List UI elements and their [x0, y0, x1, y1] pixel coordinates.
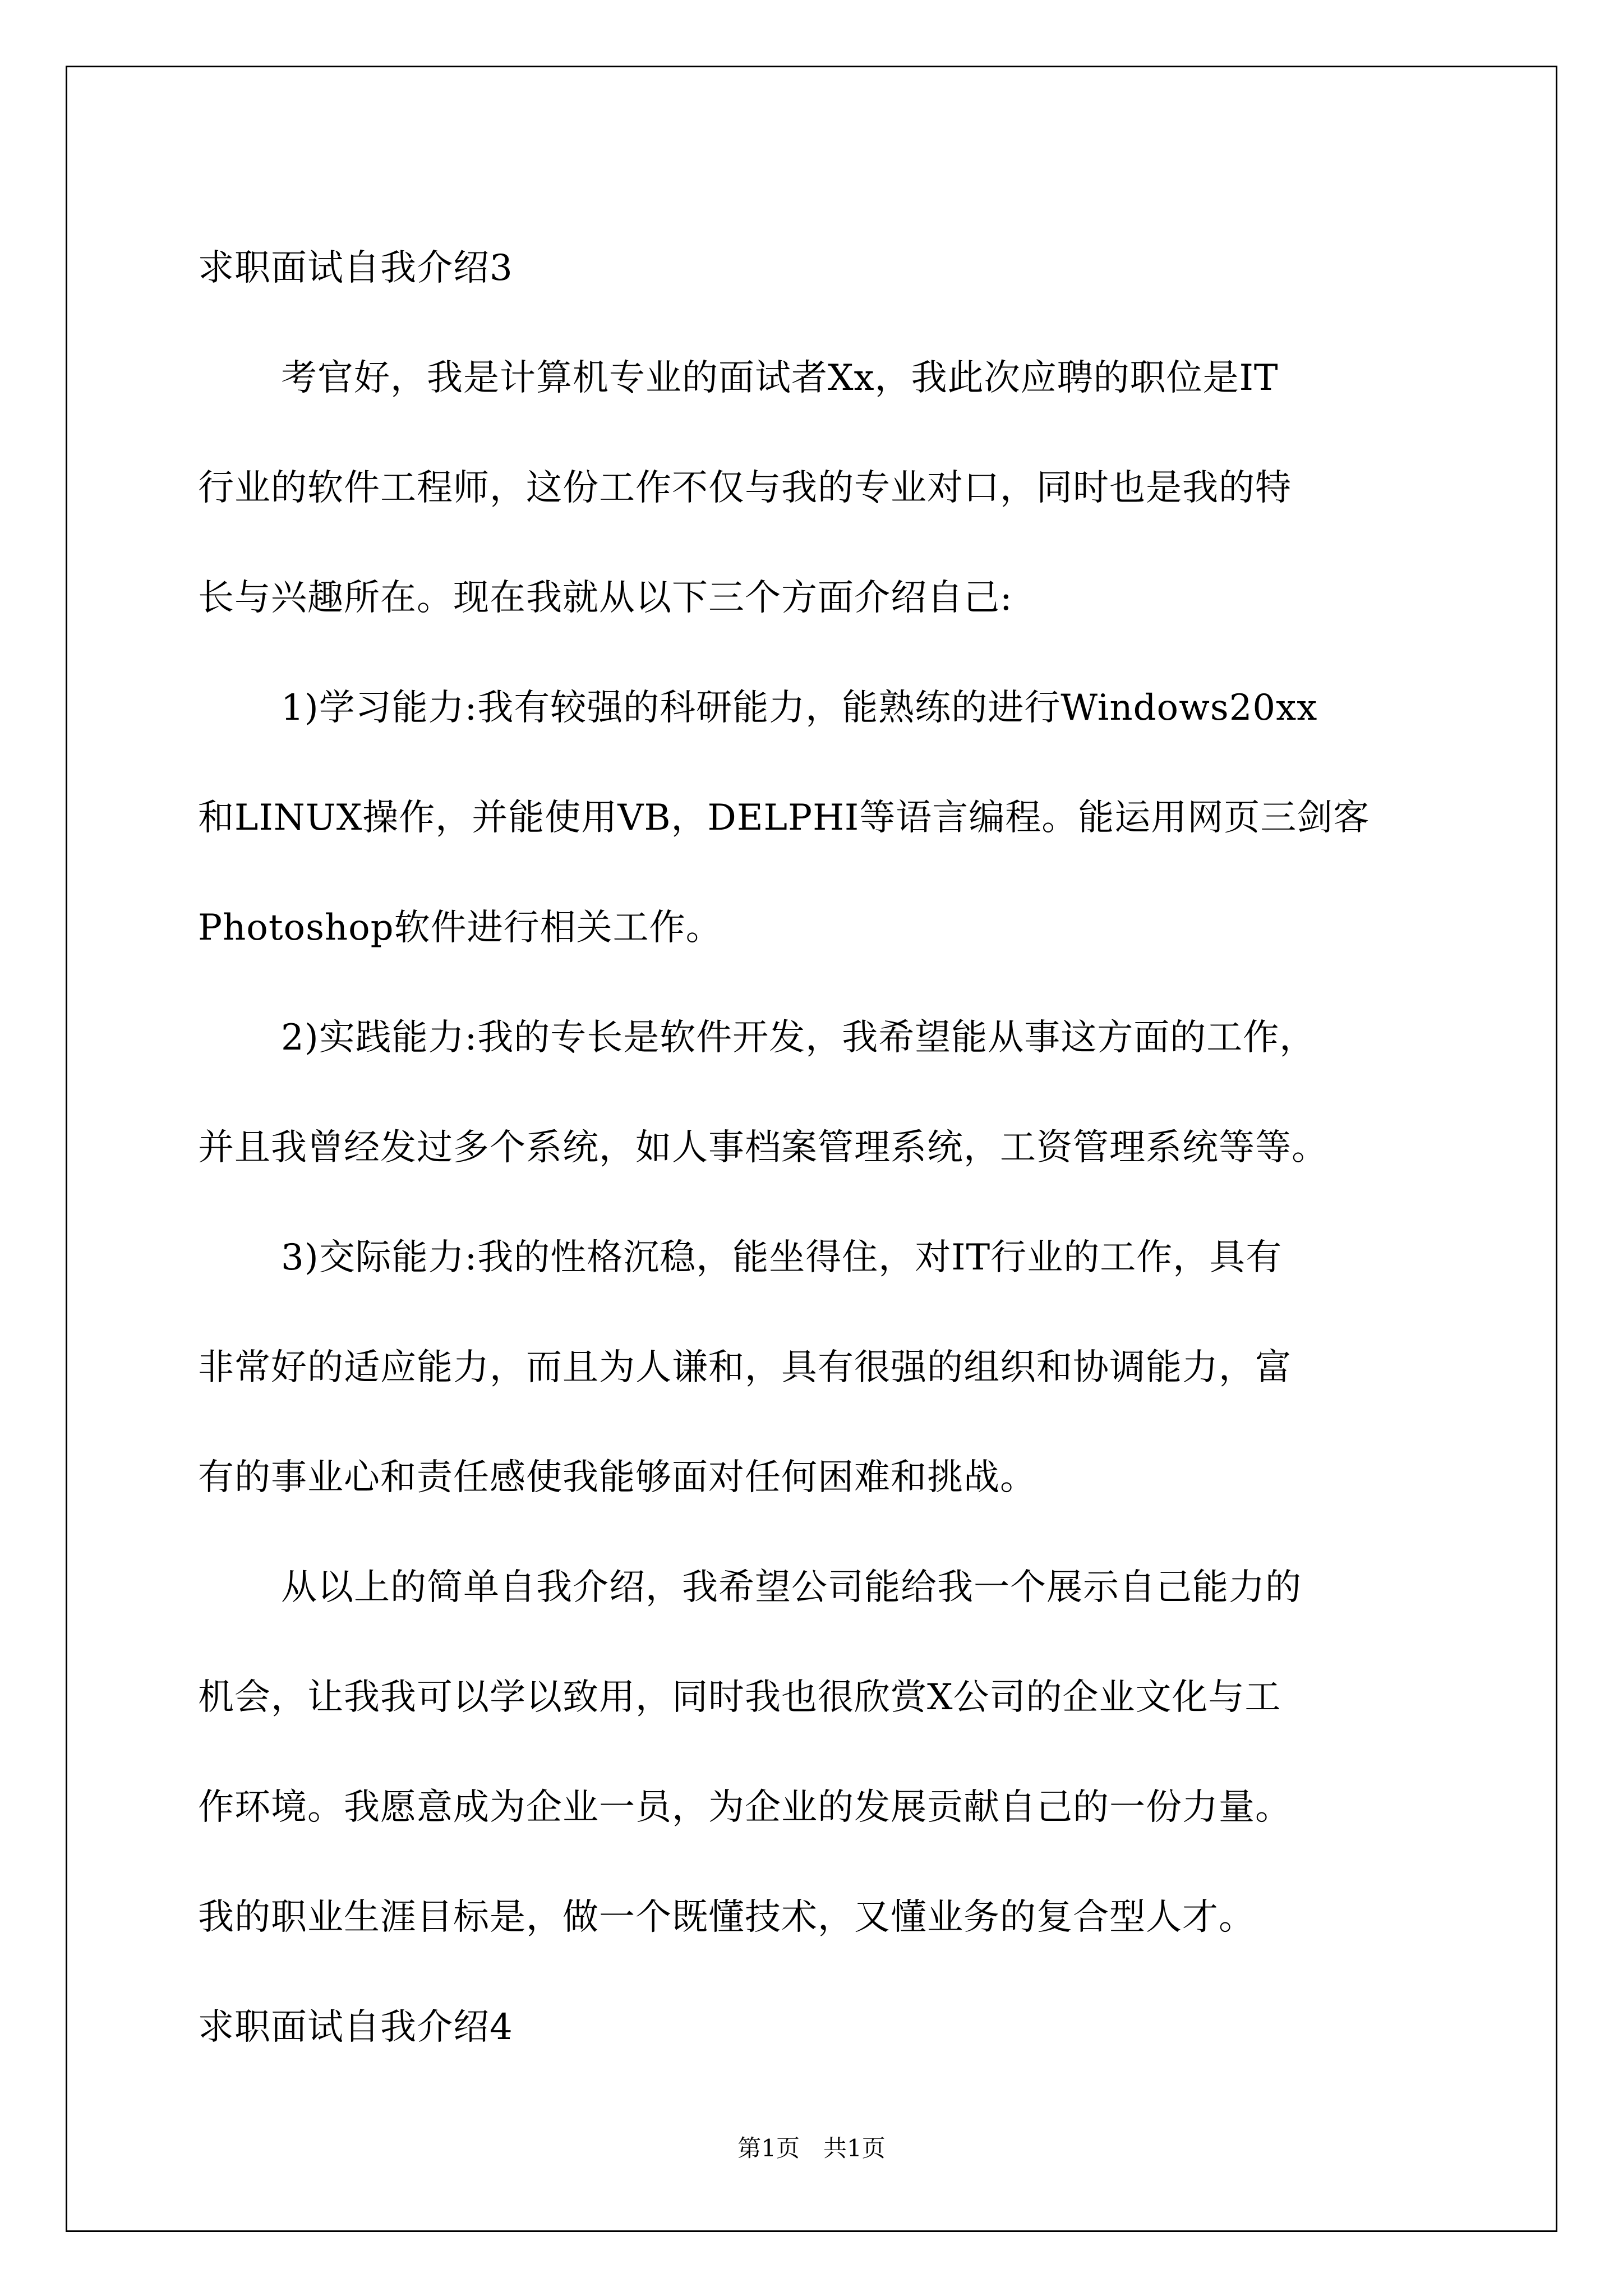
paragraph-line: 2)实践能力:我的专长是软件开发，我希望能从事这方面的工作，: [281, 1017, 1316, 1059]
paragraph-line: 并且我曾经发过多个系统，如人事档案管理系统，工资管理系统等等。: [198, 1127, 1328, 1168]
document-body: [198, 213, 1432, 2082]
section-heading-4: 求职面试自我介绍4: [198, 2007, 513, 2048]
paragraph-line: 从以上的简单自我介绍，我希望公司能给我一个展示自己能力的: [281, 1567, 1302, 1608]
paragraph-line: 有的事业心和责任感使我能够面对任何困难和挑战。: [198, 1457, 1036, 1498]
paragraph-social-ability: [198, 1203, 1432, 1533]
paragraph-line: 考官好，我是计算机专业的面试者Xx，我此次应聘的职位是IT: [281, 357, 1279, 399]
paragraph-line: 和LINUX操作，并能使用VB，DELPHI等语言编程。能运用网页三剑客: [198, 797, 1370, 839]
paragraph-line: 作环境。我愿意成为企业一员，为企业的发展贡献自己的一份力量。: [198, 1787, 1292, 1828]
page-footer: [0, 2132, 1623, 2165]
section-heading-3: 求职面试自我介绍3: [198, 247, 513, 289]
paragraph-line: 3)交际能力:我的性格沉稳，能坐得住，对IT行业的工作，具有: [281, 1237, 1283, 1278]
paragraph-practical-ability: [198, 983, 1432, 1203]
paragraph-conclusion: [198, 1533, 1432, 1972]
paragraph-line: 我的职业生涯目标是，做一个既懂技术，又懂业务的复合型人才。: [198, 1897, 1255, 1938]
paragraph-line: 长与兴趣所在。现在我就从以下三个方面介绍自己:: [198, 577, 1013, 619]
paragraph-intro: [198, 323, 1432, 653]
page-number-total: 共1页: [823, 2134, 886, 2162]
page-number-current: 第1页: [737, 2134, 800, 2162]
paragraph-learning-ability: [198, 653, 1432, 983]
paragraph-line: 行业的软件工程师，这份工作不仅与我的专业对口，同时也是我的特: [198, 467, 1292, 509]
paragraph-line: Photoshop软件进行相关工作。: [198, 907, 722, 949]
paragraph-line: 1)学习能力:我有较强的科研能力，能熟练的进行Windows20xx: [281, 687, 1318, 729]
paragraph-line: 非常好的适应能力，而且为人谦和，具有很强的组织和协调能力，富: [198, 1347, 1292, 1388]
paragraph-line: 机会，让我我可以学以致用，同时我也很欣赏X公司的企业文化与工: [198, 1677, 1281, 1718]
